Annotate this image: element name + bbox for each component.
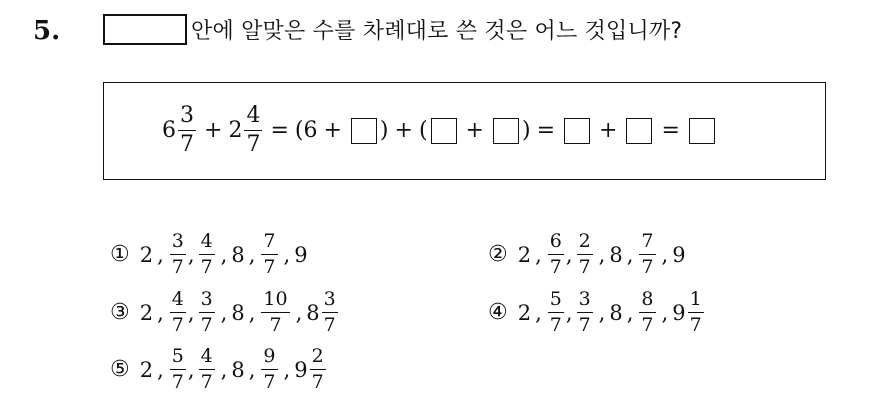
eq-numerator-2: 4 [246, 103, 261, 128]
choice-value: 9 [672, 242, 686, 267]
choice-value: 8 [231, 300, 245, 325]
choice-value: 9 [294, 242, 308, 267]
answer-box-3 [493, 118, 519, 144]
plus-sign: + [204, 118, 223, 143]
answer-box-4 [564, 118, 590, 144]
choice-value: 2 [139, 357, 154, 382]
open-paren: ( [418, 118, 428, 143]
choice-fraction: $\frac{1}{7}$ [689, 288, 702, 336]
equals-sign: = [536, 118, 555, 143]
choice-value: 8 [231, 357, 245, 382]
plus-sign: + [465, 118, 484, 143]
plus-sign: + [394, 118, 413, 143]
choice-value: 8 [609, 242, 623, 267]
fraction-bar [178, 130, 196, 131]
question-number: 5. [33, 16, 61, 46]
choice-fraction: $\frac{3}{7}$ [323, 288, 336, 336]
question-line [103, 14, 682, 45]
choice-value: 9 [294, 357, 308, 382]
answer-box-5 [626, 118, 652, 144]
eq-denominator-2: 7 [246, 132, 261, 157]
choice-marker: ② [488, 242, 508, 267]
eq-fraction-1 [178, 105, 196, 156]
choice-fraction: $\frac{8}{7}$ [641, 288, 654, 336]
choice-fraction: $\frac{3}{7}$ [171, 230, 184, 278]
choice-1[interactable]: ① 2 , $\frac{3}{7}$ , $\frac{4}{7}$ , 8 , $\frac{7}{7}$ , 9 [110, 230, 308, 278]
eq-fraction-2 [244, 105, 262, 156]
choice-fraction: $\frac{4}{7}$ [200, 345, 213, 393]
eq-whole-2: 2 [228, 118, 243, 143]
choice-fraction: $\frac{4}{7}$ [171, 288, 184, 336]
choice-fraction: $\frac{7}{7}$ [263, 230, 276, 278]
choice-fraction: $\frac{3}{7}$ [578, 288, 591, 336]
choice-value: 8 [609, 300, 623, 325]
choice-marker: ④ [488, 300, 508, 325]
equals-sign: = [661, 118, 680, 143]
choice-2[interactable]: ② 2 , $\frac{6}{7}$ , $\frac{2}{7}$ , 8 , $\frac{7}{7}$ , 9 [488, 230, 686, 278]
choice-marker: ③ [110, 300, 130, 325]
equals-sign: = [270, 118, 289, 143]
choice-value: 2 [139, 300, 154, 325]
eq-whole-1: 6 [162, 118, 176, 143]
plus-sign: + [323, 118, 342, 143]
choice-value: 8 [231, 242, 245, 267]
eq-numerator-1: 3 [180, 103, 194, 128]
choice-marker: ⑤ [110, 357, 130, 382]
choice-fraction: $\frac{7}{7}$ [641, 230, 654, 278]
choice-fraction: $\frac{2}{7}$ [578, 230, 591, 278]
choice-value: 8 [306, 300, 320, 325]
choice-fraction: $\frac{9}{7}$ [263, 345, 276, 393]
choice-marker: ① [110, 242, 130, 267]
question-prompt: 안에 알맞은 수를 차례대로 쓴 것은 어느 것입니까? [191, 19, 683, 44]
close-paren: ) [379, 118, 389, 143]
choice-fraction: $\frac{10}{7}$ [263, 288, 288, 336]
choice-fraction: $\frac{2}{7}$ [311, 345, 324, 393]
choice-fraction: $\frac{5}{7}$ [549, 288, 562, 336]
choice-4[interactable]: ④ 2 , $\frac{5}{7}$ , $\frac{3}{7}$ , 8 , $\frac{8}{7}$ , 9 $\frac{1}{7}$ [488, 288, 702, 336]
close-paren: ) [521, 118, 531, 143]
answer-box-2 [431, 118, 457, 144]
eq-denominator-1: 7 [180, 132, 194, 157]
choice-5[interactable]: ⑤ 2 , $\frac{5}{7}$ , $\frac{4}{7}$ , 8 , $\frac{9}{7}$ , 9 $\frac{2}{7}$ [110, 345, 324, 393]
choice-value: 9 [672, 300, 686, 325]
choice-value: 2 [517, 300, 532, 325]
equation-box [103, 82, 826, 180]
fraction-bar [244, 130, 262, 131]
choice-fraction: $\frac{4}{7}$ [200, 230, 213, 278]
plus-sign: + [599, 118, 618, 143]
choice-fraction: $\frac{6}{7}$ [549, 230, 562, 278]
answer-box-6 [689, 118, 715, 144]
choice-value: 2 [517, 242, 532, 267]
choice-value: 2 [139, 242, 154, 267]
choice-fraction: $\frac{5}{7}$ [171, 345, 184, 393]
answer-blank-example [103, 14, 187, 45]
equation [162, 105, 718, 156]
choice-fraction: $\frac{3}{7}$ [200, 288, 213, 336]
answer-box-1 [351, 118, 377, 144]
choice-3[interactable]: ③ 2 , $\frac{4}{7}$ , $\frac{3}{7}$ , 8 , $\frac{10}{7}$ , 8 $\frac{3}{7}$ [110, 288, 336, 336]
open-paren-six: (6 [294, 118, 318, 143]
